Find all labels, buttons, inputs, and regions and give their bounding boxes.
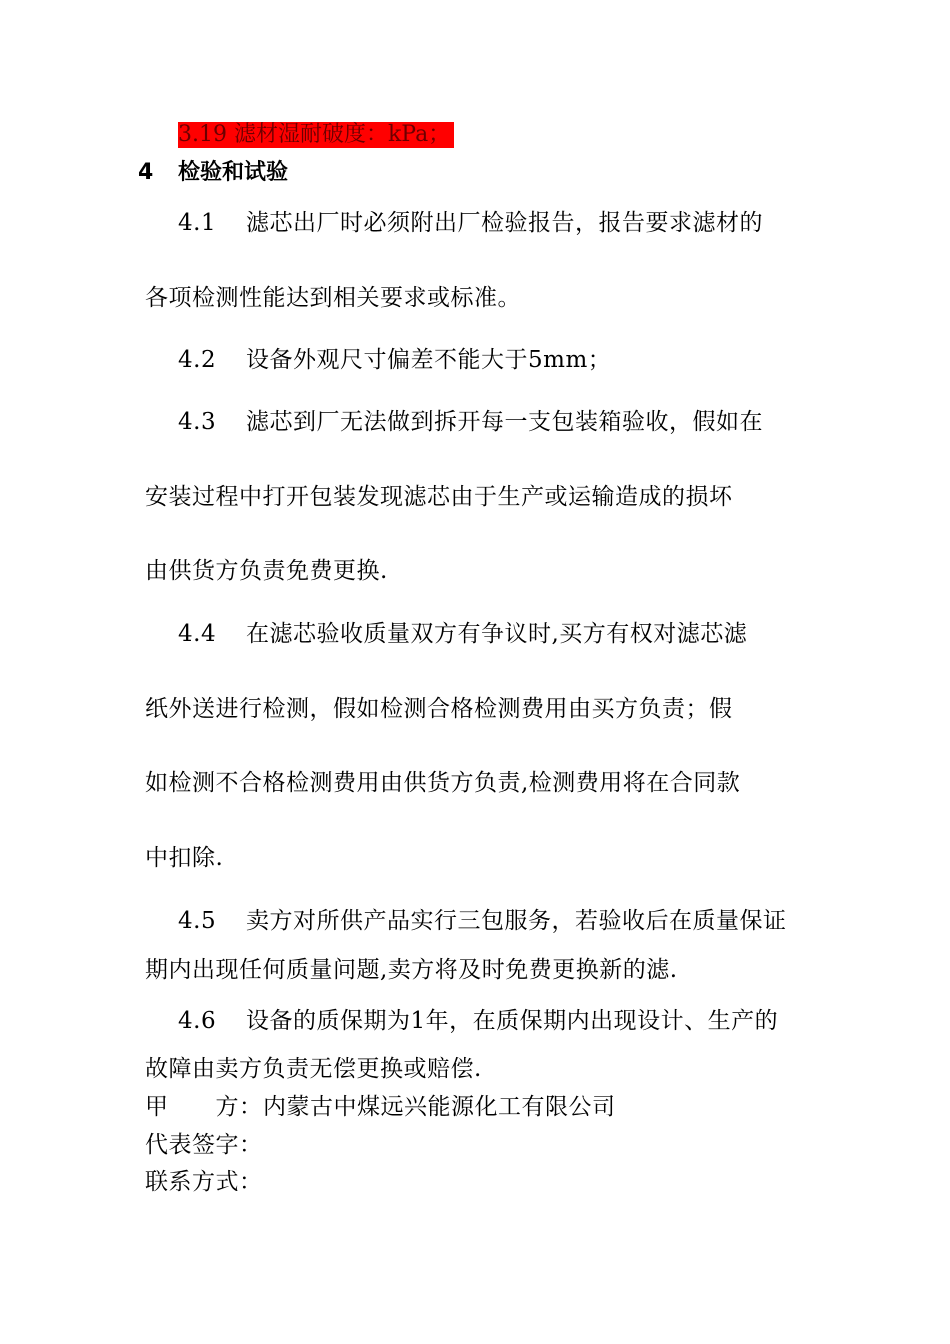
party-a-label: 甲 方： <box>145 1094 263 1120</box>
clause-text: 在滤芯验收质量双方有争议时,买方有权对滤芯滤 <box>246 621 748 647</box>
clause-text: 设备的质保期为1年，在质保期内出现设计、生产的 <box>246 1008 779 1034</box>
clause-4-2-line-1 <box>178 345 611 375</box>
party-a-line <box>145 1092 616 1122</box>
highlighted-spec-line: 3.19 滤材湿耐破度：kPa； <box>178 122 454 148</box>
clause-number: 4.2 <box>178 347 217 373</box>
clause-4-3-line-2: 安装过程中打开包装发现滤芯由于生产或运输造成的损坏 <box>145 484 733 510</box>
clause-4-5-line-2: 期内出现任何质量问题,卖方将及时免费更换新的滤. <box>145 957 678 983</box>
contact-label: 联系方式： <box>145 1169 263 1195</box>
section-heading <box>138 158 288 188</box>
clause-text: 设备外观尺寸偏差不能大于5mm； <box>246 347 612 373</box>
clause-number: 4.1 <box>178 210 217 236</box>
clause-4-5-line-1 <box>178 906 787 936</box>
clause-4-4-line-1 <box>178 619 747 649</box>
clause-number: 4.3 <box>178 409 217 435</box>
clause-number: 4.4 <box>178 621 217 647</box>
section-number: 4 <box>138 160 154 185</box>
signature-label: 代表签字： <box>145 1132 263 1158</box>
clause-number: 4.5 <box>178 908 217 934</box>
clause-4-6-line-2: 故障由卖方负责无偿更换或赔偿. <box>145 1056 482 1082</box>
clause-text: 卖方对所供产品实行三包服务，若验收后在质量保证 <box>246 908 787 934</box>
party-a-name: 内蒙古中煤远兴能源化工有限公司 <box>263 1094 616 1120</box>
clause-4-3-line-1 <box>178 407 763 437</box>
clause-text: 滤芯出厂时必须附出厂检验报告，报告要求滤材的 <box>246 210 763 236</box>
clause-4-1-line-2: 各项检测性能达到相关要求或标准。 <box>145 285 521 311</box>
clause-4-4-line-4: 中扣除. <box>145 845 224 871</box>
clause-4-3-line-3: 由供货方负责免费更换. <box>145 558 388 584</box>
clause-4-4-line-3: 如检测不合格检测费用由供货方负责,检测费用将在合同款 <box>145 770 741 796</box>
clause-number: 4.6 <box>178 1008 217 1034</box>
clause-text: 滤芯到厂无法做到拆开每一支包装箱验收，假如在 <box>246 409 763 435</box>
section-title: 检验和试验 <box>178 160 289 185</box>
clause-4-1-line-1 <box>178 208 763 238</box>
clause-4-4-line-2: 纸外送进行检测，假如检测合格检测费用由买方负责；假 <box>145 696 733 722</box>
clause-4-6-line-1 <box>178 1006 778 1036</box>
